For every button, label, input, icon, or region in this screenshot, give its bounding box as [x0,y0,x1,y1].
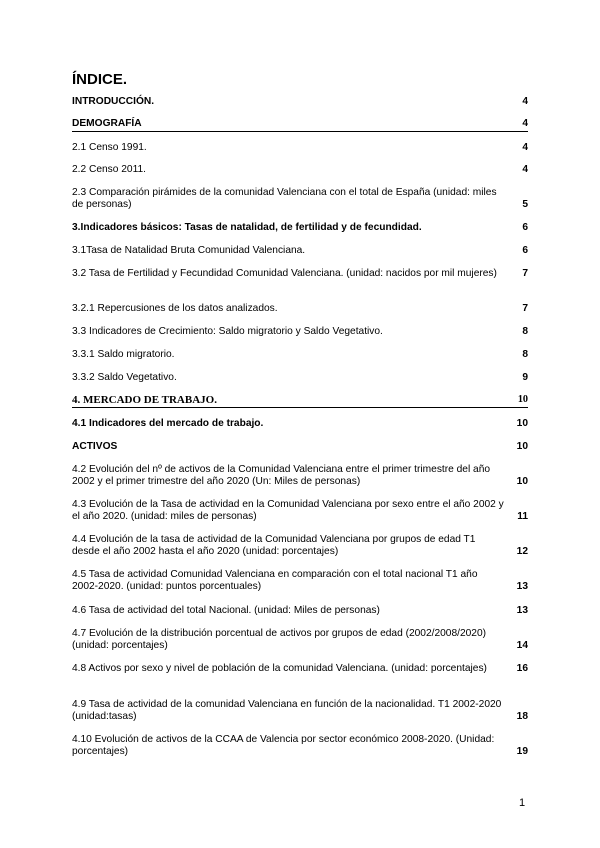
toc-entry-page: 10 [516,476,528,487]
toc-entry-page: 10 [517,394,528,405]
toc-entry-page: 4 [522,142,528,153]
toc-entry-saldo-migratorio[interactable] [72,349,528,361]
toc-entry-page: 14 [516,640,528,651]
page-title: ÍNDICE. [72,71,128,88]
toc-entry-text: 2.2 Censo 2011. [72,164,147,175]
toc-entry-text: 4.9 Tasa de actividad de la comunidad Valenciana en función de la nacionalidad. T1 2002-2020 (unidad:tasas) [72,699,502,722]
toc-entry-4-5[interactable] [72,569,528,593]
toc-entry-4-9[interactable] [72,699,528,723]
toc-entry-censo-2011[interactable] [72,164,528,176]
toc-entry-page: 5 [522,199,528,210]
toc-entry-text: 4.4 Evolución de la tasa de actividad de la Comunidad Valenciana por grupos de edad T1 desde el año 2002 hasta el año 2020 (unidad: porcentajes) [72,534,476,557]
toc-entry-text: 4.1 Indicadores del mercado de trabajo. [72,418,264,429]
toc-entry-text: 4.10 Evolución de activos de la CCAA de Valencia por sector económico 2008-2020. (Unidad: porcentajes) [72,734,495,757]
toc-entry-page: 4 [522,118,528,129]
toc-entry-4-4[interactable] [72,534,528,558]
toc-entry-text: INTRODUCCIÓN. [72,96,155,107]
toc-entry-4-3[interactable] [72,499,528,523]
toc-entry-text: 4.3 Evolución de la Tasa de actividad en la Comunidad Valenciana por sexo entre el año 2002 y el año 2020. (unidad: miles de personas) [72,499,504,522]
toc-entry-text: 4.6 Tasa de actividad del total Nacional. (unidad: Miles de personas) [72,605,380,616]
toc-entry-page: 18 [516,711,528,722]
toc-entry-text: 2.1 Censo 1991. [72,142,147,153]
toc-entry-page: 8 [522,326,528,337]
toc-entry-text: 2.3 Comparación pirámides de la comunidad Valenciana con el total de España (unidad: miles de personas) [72,187,497,210]
toc-entry-page: 6 [522,222,528,233]
toc-entry-indicadores-basicos[interactable] [72,222,528,234]
toc-entry-text: 3.3.1 Saldo migratorio. [72,349,175,360]
toc-entry-page: 13 [516,605,528,616]
toc-entry-4-2[interactable] [72,464,528,488]
toc-entry-page: 13 [516,581,528,592]
toc-entry-crecimiento[interactable] [72,326,528,338]
toc-entry-saldo-vegetativo[interactable] [72,372,528,384]
toc-entry-demografia[interactable] [72,118,528,132]
toc-entry-page: 4 [522,96,528,107]
toc-entry-page: 9 [522,372,528,383]
toc-entry-page: 19 [516,746,528,757]
toc-entry-introduccion[interactable] [72,96,528,108]
toc-entry-indicadores-mercado[interactable] [72,418,528,430]
toc-entry-page: 10 [516,441,528,452]
toc-entry-text: 4.2 Evolución del nº de activos de la Comunidad Valenciana entre el primer trimestre del año 2002 y el primer trimestre del año 2020 (Un: Miles de personas) [72,464,491,487]
toc-entry-natalidad[interactable] [72,245,528,257]
toc-entry-page: 4 [522,164,528,175]
page-number: 1 [519,797,526,809]
toc-entry-text: 3.2.1 Repercusiones de los datos analizados. [72,303,278,314]
toc-entry-censo-1991[interactable] [72,142,528,154]
toc-entry-text: 4.8 Activos por sexo y nivel de población de la comunidad Valenciana. (unidad: porcentajes) [72,663,487,674]
toc-entry-text: ACTIVOS [72,441,118,452]
toc-entry-page: 6 [522,245,528,256]
toc-entry-mercado-trabajo[interactable] [72,394,528,408]
toc-entry-text: 4.7 Evolución de la distribución porcentual de activos por grupos de edad (2002/2008/2020) (unidad: porcentajes) [72,628,487,651]
toc-entry-text: 4.5 Tasa de actividad Comunidad Valenciana en comparación con el total nacional T1 año 2002-2020. (unidad: puntos porcentuales) [72,569,478,592]
toc-entry-text: 3.2 Tasa de Fertilidad y Fecundidad Comunidad Valenciana. (unidad: nacidos por mil mujeres) [72,268,497,279]
toc-entry-fertilidad[interactable] [72,268,528,280]
toc-entry-page: 10 [516,418,528,429]
toc-entry-text: 3.3 Indicadores de Crecimiento: Saldo migratorio y Saldo Vegetativo. [72,326,383,337]
toc-entry-text: 4. MERCADO DE TRABAJO. [72,394,217,406]
toc-entry-4-8[interactable] [72,663,528,675]
toc-entry-text: DEMOGRAFÍA [72,118,142,129]
toc-entry-page: 7 [522,268,528,279]
toc-entry-page: 16 [516,663,528,674]
toc-entry-text: 3.Indicadores básicos: Tasas de natalidad, de fertilidad y de fecundidad. [72,222,422,233]
toc-entry-page: 7 [522,303,528,314]
toc-entry-repercusiones[interactable] [72,303,528,315]
toc-entry-page: 11 [517,511,528,522]
toc-entry-activos[interactable] [72,441,528,453]
toc-entry-4-6[interactable] [72,605,528,617]
toc-entry-page: 12 [516,546,528,557]
toc-entry-piramides[interactable] [72,187,528,211]
toc-entry-4-10[interactable] [72,734,528,758]
toc-entry-4-7[interactable] [72,628,528,652]
toc-entry-page: 8 [522,349,528,360]
toc-entry-text: 3.3.2 Saldo Vegetativo. [72,372,177,383]
toc-entry-text: 3.1Tasa de Natalidad Bruta Comunidad Valenciana. [72,245,306,256]
